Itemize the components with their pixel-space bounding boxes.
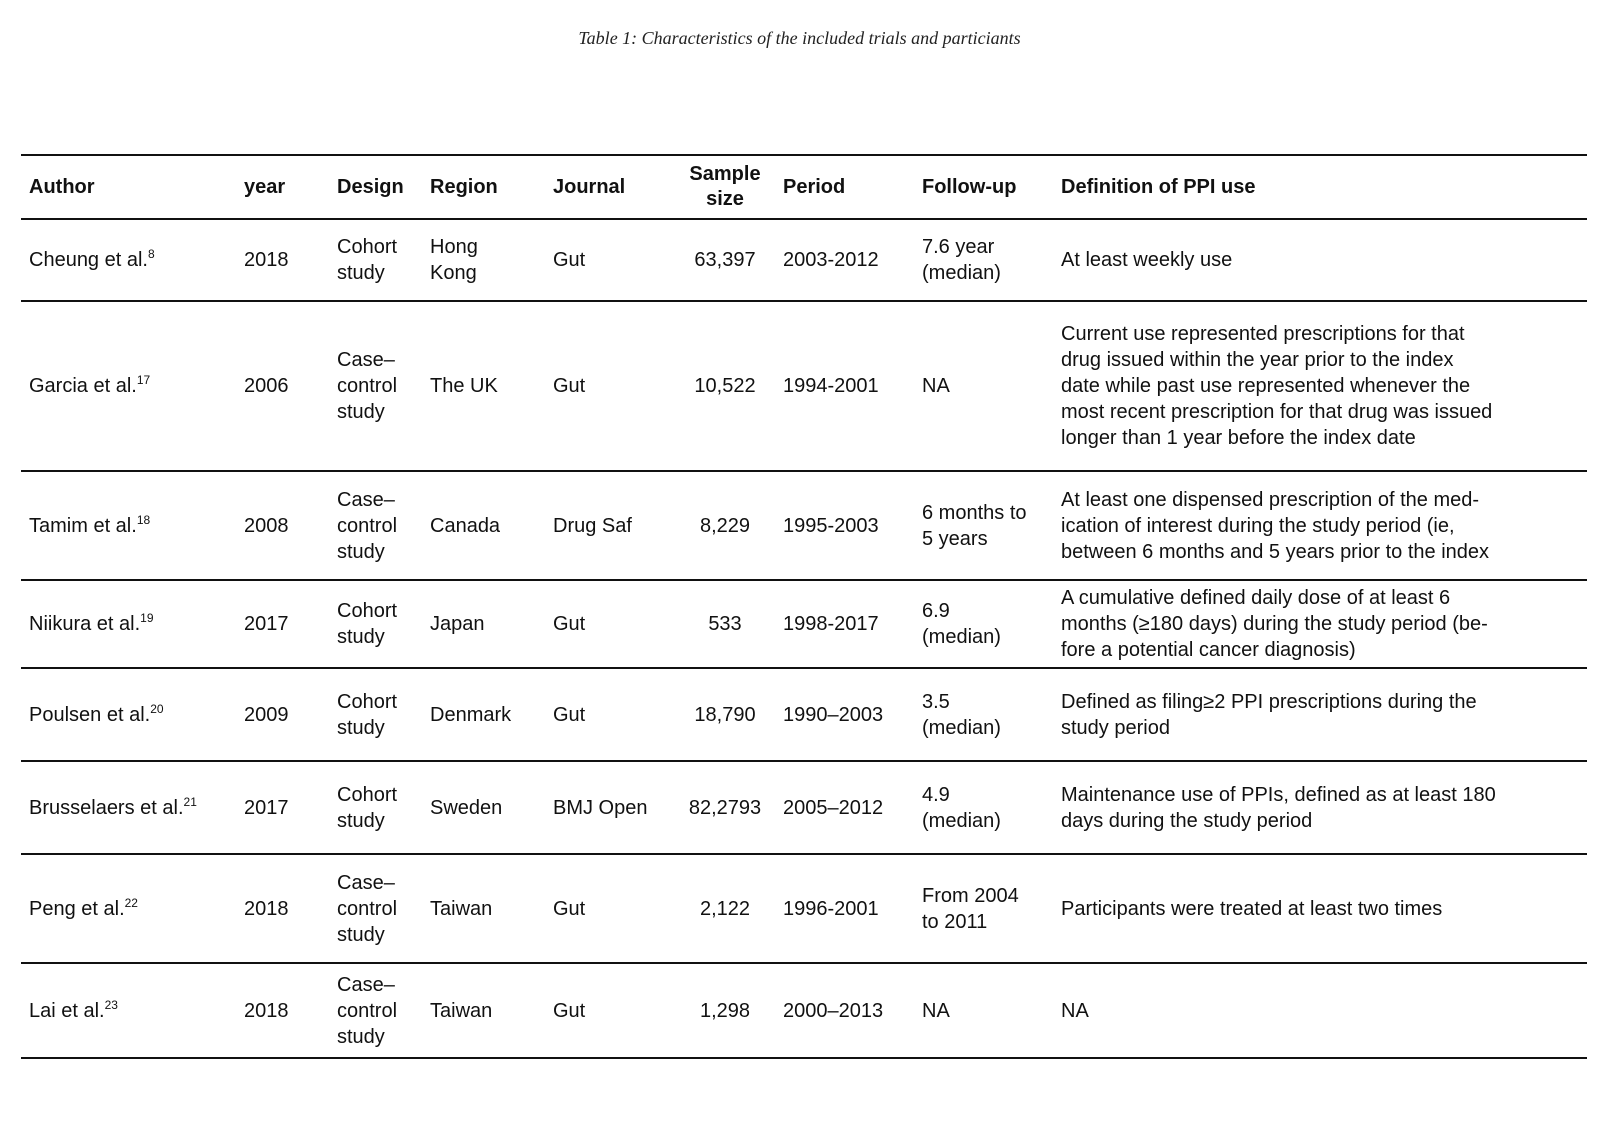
followup-line: (median) — [922, 626, 1001, 648]
definition-line: A cumulative defined daily dose of at least 6 — [1061, 587, 1451, 609]
cell-year: 2018 — [236, 854, 329, 963]
followup-line: 6 months to — [922, 501, 1027, 524]
cell-period: 1998-2017 — [775, 580, 914, 668]
cell-author — [21, 963, 236, 1058]
region-line: Sweden — [430, 796, 503, 819]
definition-line: Maintenance use of PPIs, defined as at least 180 — [1061, 783, 1496, 806]
header-design: Design — [329, 155, 422, 219]
table-row — [21, 219, 1587, 301]
design-line: study — [337, 1025, 385, 1048]
followup-line: (median) — [922, 262, 1001, 284]
design-line: control — [337, 999, 398, 1022]
cell-period: 2005–2012 — [775, 761, 914, 854]
cell-design — [329, 854, 422, 963]
cell-followup — [914, 854, 1053, 963]
cell-year: 2006 — [236, 301, 329, 471]
reference-number: 17 — [136, 373, 151, 387]
definition-line: study period — [1061, 716, 1170, 739]
design-line: Case– — [337, 973, 395, 996]
trials-table — [21, 154, 1587, 1059]
cell-region — [422, 854, 545, 963]
design-line: control — [337, 514, 398, 537]
header-year: year — [236, 155, 329, 219]
region-line: Hong — [430, 236, 478, 258]
author-name: Brusselaers et al. — [29, 796, 184, 819]
followup-line: 4.9 — [922, 783, 950, 806]
cell-year: 2017 — [236, 580, 329, 668]
followup-line: (median) — [922, 716, 1001, 739]
cell-definition — [1053, 761, 1587, 854]
cell-design — [329, 963, 422, 1058]
reference-number: 22 — [124, 895, 138, 910]
reference-number: 8 — [147, 247, 155, 261]
cell-definition — [1053, 580, 1587, 668]
region-line: Taiwan — [430, 999, 493, 1022]
design-line: control — [337, 375, 398, 397]
definition-line: Participants were treated at least two times — [1061, 897, 1443, 920]
cell-design — [329, 471, 422, 580]
table-row — [21, 580, 1587, 668]
followup-line: (median) — [922, 809, 1001, 832]
followup-line: NA — [922, 375, 950, 397]
cell-region — [422, 471, 545, 580]
cell-followup — [914, 668, 1053, 761]
followup-line: 6.9 — [922, 600, 950, 622]
cell-sample-size: 63,397 — [675, 219, 775, 301]
reference-number: 20 — [150, 701, 164, 716]
cell-followup — [914, 301, 1053, 471]
cell-author — [21, 854, 236, 963]
cell-author — [21, 668, 236, 761]
header-followup: Follow-up — [914, 155, 1053, 219]
cell-period: 1990–2003 — [775, 668, 914, 761]
cell-journal: BMJ Open — [545, 761, 675, 854]
definition-line: date while past use represented whenever the — [1061, 375, 1471, 397]
cell-region — [422, 668, 545, 761]
cell-period: 2000–2013 — [775, 963, 914, 1058]
header-sample-line1: Sample — [689, 163, 761, 185]
cell-design — [329, 761, 422, 854]
cell-region — [422, 963, 545, 1058]
cell-year: 2008 — [236, 471, 329, 580]
cell-author — [21, 580, 236, 668]
table-caption: Table 1: Characteristics of the included trials and particiants — [578, 28, 1021, 48]
followup-line: 3.5 — [922, 690, 950, 713]
cell-author — [21, 471, 236, 580]
definition-line: At least one dispensed prescription of the med- — [1061, 488, 1480, 511]
cell-followup — [914, 963, 1053, 1058]
cell-sample-size: 18,790 — [675, 668, 775, 761]
definition-line: At least weekly use — [1061, 249, 1233, 271]
definition-line: days during the study period — [1061, 809, 1313, 832]
design-line: study — [337, 923, 385, 946]
cell-period: 1994-2001 — [775, 301, 914, 471]
author-name: Peng et al. — [29, 897, 125, 920]
design-line: study — [337, 262, 385, 284]
cell-sample-size: 10,522 — [675, 301, 775, 471]
reference-number: 21 — [183, 794, 197, 809]
header-author: Author — [21, 155, 236, 219]
cell-design — [329, 219, 422, 301]
author-name: Poulsen et al. — [29, 703, 151, 726]
region-line: The UK — [430, 375, 498, 397]
cell-followup — [914, 761, 1053, 854]
cell-year: 2018 — [236, 963, 329, 1058]
cell-period: 1996-2001 — [775, 854, 914, 963]
header-sample-line2: size — [706, 188, 744, 210]
header-journal: Journal — [545, 155, 675, 219]
definition-line: longer than 1 year before the index date — [1061, 427, 1416, 449]
cell-journal: Gut — [545, 580, 675, 668]
table-row — [21, 963, 1587, 1058]
table-row — [21, 301, 1587, 471]
design-line: Cohort — [337, 783, 398, 806]
table-row — [21, 761, 1587, 854]
region-line: Canada — [430, 514, 501, 537]
author-name: Garcia et al. — [29, 375, 137, 397]
table-row — [21, 854, 1587, 963]
definition-line: fore a potential cancer diagnosis) — [1061, 639, 1356, 661]
cell-sample-size: 8,229 — [675, 471, 775, 580]
header-sample-size — [675, 155, 775, 219]
reference-number: 19 — [140, 611, 154, 625]
design-line: Case– — [337, 488, 395, 511]
definition-line: drug issued within the year prior to the index — [1061, 349, 1454, 371]
cell-design — [329, 668, 422, 761]
definition-line: Defined as filing≥2 PPI prescriptions during the — [1061, 690, 1477, 713]
cell-definition — [1053, 668, 1587, 761]
cell-year: 2017 — [236, 761, 329, 854]
region-line: Japan — [430, 613, 485, 635]
followup-line: to 2011 — [922, 910, 988, 933]
design-line: control — [337, 897, 398, 920]
cell-design — [329, 580, 422, 668]
author-name: Lai et al. — [29, 999, 105, 1022]
cell-region — [422, 219, 545, 301]
cell-definition — [1053, 471, 1587, 580]
cell-definition — [1053, 301, 1587, 471]
design-line: study — [337, 401, 385, 423]
followup-line: 7.6 year — [922, 236, 995, 258]
design-line: Case– — [337, 349, 395, 371]
cell-author — [21, 761, 236, 854]
definition-line: most recent prescription for that drug was issued — [1061, 401, 1493, 423]
cell-followup — [914, 219, 1053, 301]
reference-number: 18 — [136, 512, 151, 527]
followup-line: From 2004 — [922, 884, 1019, 907]
region-line: Denmark — [430, 703, 512, 726]
cell-author — [21, 219, 236, 301]
design-line: study — [337, 540, 385, 563]
definition-line: Current use represented prescriptions for that — [1061, 323, 1465, 345]
author-name: Niikura et al. — [29, 613, 141, 635]
region-line: Taiwan — [430, 897, 493, 920]
cell-author — [21, 301, 236, 471]
design-line: Case– — [337, 871, 395, 894]
followup-line: NA — [922, 999, 950, 1022]
definition-line: between 6 months and 5 years prior to the index — [1061, 540, 1490, 563]
cell-definition — [1053, 963, 1587, 1058]
design-line: Cohort — [337, 600, 398, 622]
cell-journal: Gut — [545, 668, 675, 761]
cell-sample-size: 533 — [675, 580, 775, 668]
cell-period: 1995-2003 — [775, 471, 914, 580]
cell-design — [329, 301, 422, 471]
design-line: study — [337, 809, 385, 832]
cell-journal: Gut — [545, 963, 675, 1058]
cell-sample-size: 2,122 — [675, 854, 775, 963]
cell-followup — [914, 471, 1053, 580]
header-definition: Definition of PPI use — [1053, 155, 1587, 219]
author-name: Cheung et al. — [29, 249, 148, 271]
definition-line: ication of interest during the study period (ie, — [1061, 514, 1455, 537]
table-row — [21, 471, 1587, 580]
cell-followup — [914, 580, 1053, 668]
cell-sample-size: 1,298 — [675, 963, 775, 1058]
header-period: Period — [775, 155, 914, 219]
cell-journal: Gut — [545, 219, 675, 301]
cell-journal: Gut — [545, 854, 675, 963]
cell-sample-size: 82,2793 — [675, 761, 775, 854]
table-row — [21, 668, 1587, 761]
design-line: study — [337, 626, 385, 648]
cell-region — [422, 580, 545, 668]
header-row — [21, 155, 1587, 219]
cell-period: 2003-2012 — [775, 219, 914, 301]
header-region: Region — [422, 155, 545, 219]
cell-journal: Drug Saf — [545, 471, 675, 580]
cell-region — [422, 761, 545, 854]
definition-line: months (≥180 days) during the study period (be- — [1061, 613, 1488, 635]
design-line: study — [337, 716, 385, 739]
design-line: Cohort — [337, 236, 398, 258]
cell-year: 2018 — [236, 219, 329, 301]
cell-definition — [1053, 219, 1587, 301]
cell-definition — [1053, 854, 1587, 963]
cell-journal: Gut — [545, 301, 675, 471]
cell-year: 2009 — [236, 668, 329, 761]
reference-number: 23 — [104, 997, 118, 1012]
followup-line: 5 years — [922, 527, 988, 550]
definition-line: NA — [1061, 999, 1089, 1022]
region-line: Kong — [430, 262, 477, 284]
author-name: Tamim et al. — [29, 514, 137, 537]
cell-region — [422, 301, 545, 471]
design-line: Cohort — [337, 690, 398, 713]
table-body — [21, 219, 1587, 1058]
